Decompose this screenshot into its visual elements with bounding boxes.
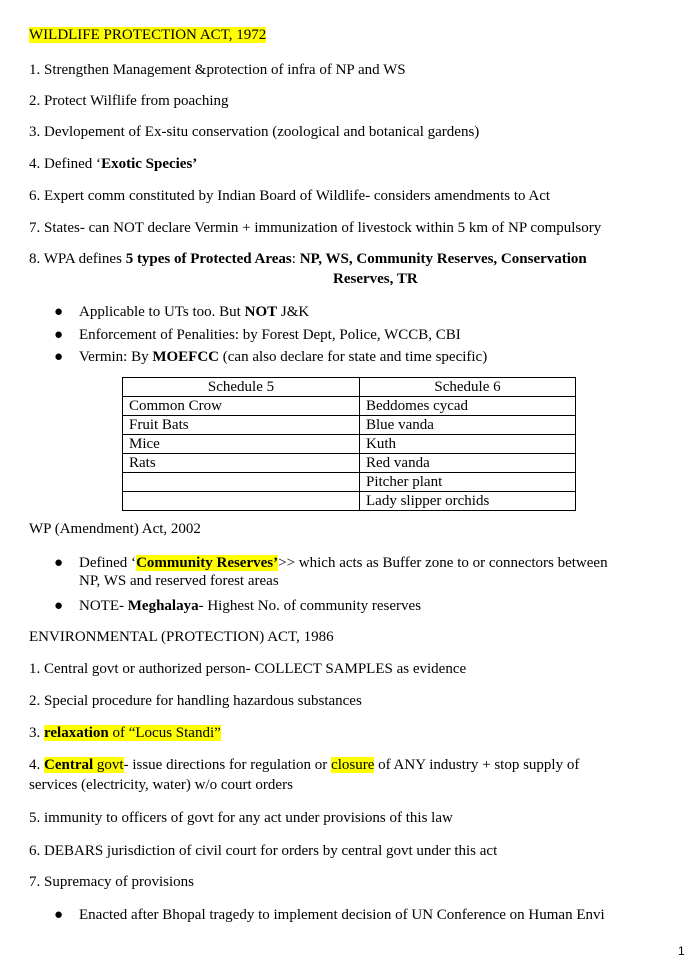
header-schedule-5: Schedule 5 (123, 378, 360, 397)
header-schedule-6: Schedule 6 (360, 378, 576, 397)
table-row: Lady slipper orchids (123, 492, 576, 511)
table-row: Common Crow Beddomes cycad (123, 397, 576, 416)
amendment-title: WP (Amendment) Act, 2002 (29, 521, 201, 537)
table-row: Mice Kuth (123, 435, 576, 454)
wpa-bullet-ut: ● Applicable to UTs too. But NOT J&K (54, 304, 310, 320)
wpa-bullet-enforcement: ● Enforcement of Penalities: by Forest Dept, Police, WCCB, CBI (54, 327, 461, 343)
table-row: Rats Red vanda (123, 454, 576, 473)
bullet-icon: ● (54, 327, 64, 343)
epa-title: ENVIRONMENTAL (PROTECTION) ACT, 1986 (29, 629, 334, 645)
wpa-point-7: 7. States- can NOT declare Vermin + immunization of livestock within 5 km of NP compulsory (29, 220, 602, 236)
bullet-icon: ● (54, 907, 64, 923)
wpa-point-8-line2: Reserves, TR (333, 271, 418, 287)
bullet-icon: ● (54, 304, 64, 320)
wpa-point-2: 2. Protect Wilflife from poaching (29, 93, 229, 109)
epa-point-5: 5. immunity to officers of govt for any act under provisions of this law (29, 810, 453, 826)
schedule-table (122, 377, 576, 511)
epa-point-7: 7. Supremacy of provisions (29, 874, 194, 890)
bullet-icon: ● (54, 349, 64, 365)
table-header-row (123, 378, 576, 397)
wpa-point-4: 4. Defined ‘Exotic Species’ (29, 156, 198, 172)
wpa-point-1: 1. Strengthen Management &protection of infra of NP and WS (29, 62, 406, 78)
wpa-point-6: 6. Expert comm constituted by Indian Board of Wildlife- considers amendments to Act (29, 188, 551, 204)
wpa-bullet-vermin: ● Vermin: By MOEFCC (can also declare for state and time specific) (54, 349, 488, 365)
table-row: Fruit Bats Blue vanda (123, 416, 576, 435)
amendment-bullet-community: ● Defined ‘Community Reserves’>> which acts as Buffer zone to or connectors between NP, WS and reserved forest areas (54, 555, 608, 589)
bullet-icon: ● (54, 598, 64, 614)
wpa-point-8: 8. WPA defines 5 types of Protected Areas: NP, WS, Community Reserves, Conservation (29, 251, 587, 267)
wpa-title: WILDLIFE PROTECTION ACT, 1972 (29, 27, 267, 43)
epa-point-4-line2: services (electricity, water) w/o court orders (29, 777, 293, 793)
amendment-bullet-meghalaya: ● NOTE- Meghalaya- Highest No. of community reserves (54, 598, 422, 614)
page-number: 1 (678, 944, 685, 958)
epa-point-3: 3. relaxation of “Locus Standi” (29, 725, 221, 741)
bullet-icon: ● (54, 555, 64, 571)
table-row: Pitcher plant (123, 473, 576, 492)
epa-point-6: 6. DEBARS jurisdiction of civil court for orders by central govt under this act (29, 843, 498, 859)
wpa-point-3: 3. Devlopement of Ex-situ conservation (zoological and botanical gardens) (29, 124, 480, 140)
epa-bullet-bhopal: ● Enacted after Bhopal tragedy to implement decision of UN Conference on Human Envi (54, 907, 605, 923)
epa-point-1: 1. Central govt or authorized person- COLLECT SAMPLES as evidence (29, 661, 467, 677)
epa-point-4: 4. Central govt- issue directions for regulation or closure of ANY industry + stop supply of (29, 757, 580, 773)
epa-point-2: 2. Special procedure for handling hazardous substances (29, 693, 362, 709)
